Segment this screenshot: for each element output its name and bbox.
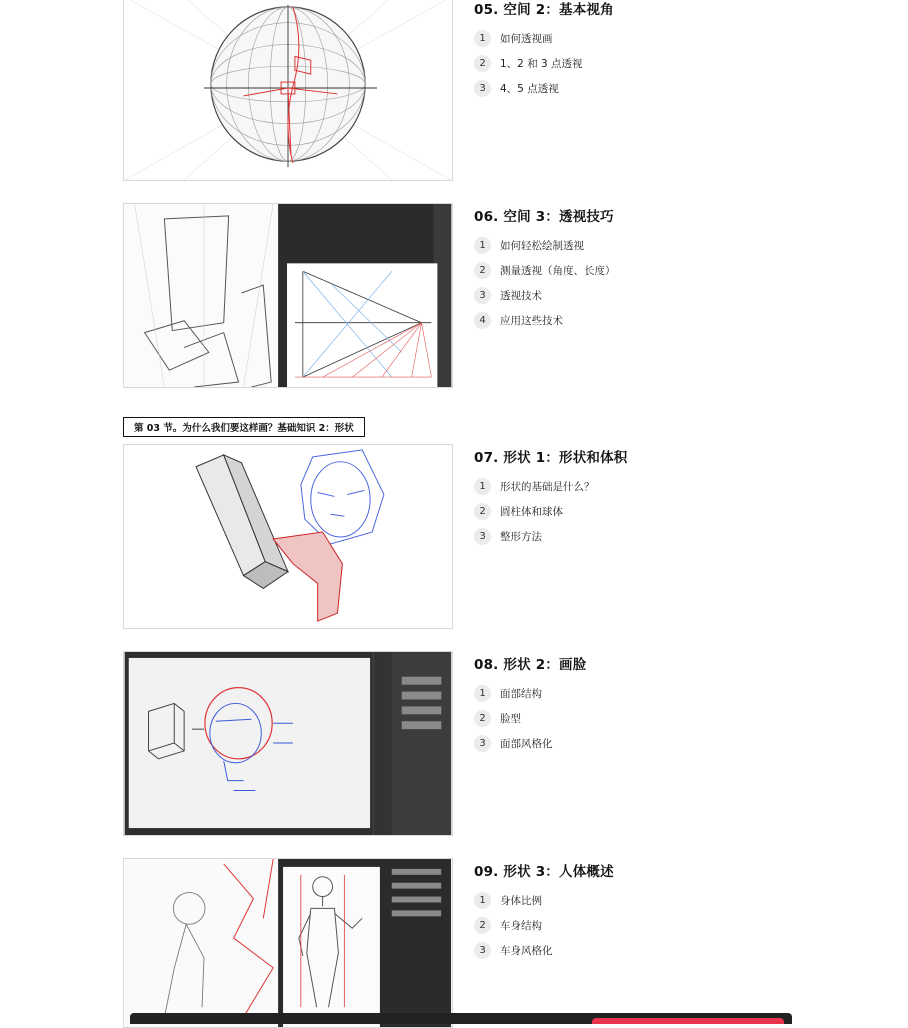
item-label: 面部结构 [500, 688, 542, 700]
list-item [474, 938, 553, 963]
item-number: 1 [474, 478, 491, 495]
lesson-05-topics [474, 26, 583, 101]
list-item [474, 51, 583, 76]
item-number: 3 [474, 528, 491, 545]
item-number: 1 [474, 685, 491, 702]
item-label: 脸型 [500, 713, 521, 725]
item-label: 如何透视画 [500, 33, 553, 45]
item-number: 4 [474, 312, 491, 329]
cta-button[interactable] [592, 1018, 784, 1024]
item-label: 测量透视（角度、长度） [500, 265, 616, 277]
item-label: 应用这些技术 [500, 315, 563, 327]
lesson-05-title[interactable]: 05. 空间 2：基本视角 [474, 2, 614, 18]
item-number: 2 [474, 710, 491, 727]
shapes-volume-image [124, 445, 452, 628]
item-label: 1、2 和 3 点透视 [500, 58, 583, 70]
item-label: 如何轻松绘制透视 [500, 240, 584, 252]
item-number: 2 [474, 503, 491, 520]
lesson-09-topics [474, 888, 553, 963]
lesson-06-title[interactable]: 06. 空间 3：透视技巧 [474, 209, 614, 225]
sphere-perspective-image [124, 0, 452, 180]
list-item [474, 524, 595, 549]
item-number: 2 [474, 55, 491, 72]
lesson-06-topics [474, 233, 616, 333]
lesson-07-title[interactable]: 07. 形状 1：形状和体积 [474, 450, 628, 466]
lesson-09-thumbnail[interactable] [123, 858, 453, 1028]
list-item [474, 233, 616, 258]
perspective-technique-image [124, 204, 452, 387]
face-drawing-image [124, 652, 452, 835]
body-overview-image [124, 859, 452, 1027]
lesson-09-title[interactable]: 09. 形状 3：人体概述 [474, 864, 614, 880]
item-number: 1 [474, 30, 491, 47]
lesson-08-thumbnail[interactable] [123, 651, 453, 836]
item-label: 车身风格化 [500, 945, 553, 957]
list-item [474, 681, 553, 706]
item-label: 身体比例 [500, 895, 542, 907]
item-number: 2 [474, 917, 491, 934]
list-item [474, 26, 583, 51]
list-item [474, 308, 616, 333]
item-label: 透视技术 [500, 290, 542, 302]
list-item [474, 913, 553, 938]
lesson-05-thumbnail[interactable] [123, 0, 453, 181]
item-number: 3 [474, 287, 491, 304]
item-label: 圆柱体和球体 [500, 506, 563, 518]
lesson-06-thumbnail[interactable] [123, 203, 453, 388]
item-number: 3 [474, 80, 491, 97]
item-label: 整形方法 [500, 531, 542, 543]
item-number: 3 [474, 735, 491, 752]
lesson-07-topics [474, 474, 595, 549]
list-item [474, 706, 553, 731]
item-number: 2 [474, 262, 491, 279]
list-item [474, 258, 616, 283]
item-number: 1 [474, 237, 491, 254]
section-03-label: 第 03 节。为什么我们要这样画？基础知识 2：形状 [123, 417, 365, 437]
item-label: 车身结构 [500, 920, 542, 932]
list-item [474, 731, 553, 756]
list-item [474, 76, 583, 101]
list-item [474, 888, 553, 913]
item-label: 面部风格化 [500, 738, 553, 750]
list-item [474, 283, 616, 308]
lesson-08-title[interactable]: 08. 形状 2：画脸 [474, 657, 587, 673]
lesson-07-thumbnail[interactable] [123, 444, 453, 629]
list-item [474, 474, 595, 499]
item-label: 4、5 点透视 [500, 83, 559, 95]
list-item [474, 499, 595, 524]
item-label: 形状的基础是什么？ [500, 481, 595, 493]
lesson-08-topics [474, 681, 553, 756]
item-number: 3 [474, 942, 491, 959]
item-number: 1 [474, 892, 491, 909]
